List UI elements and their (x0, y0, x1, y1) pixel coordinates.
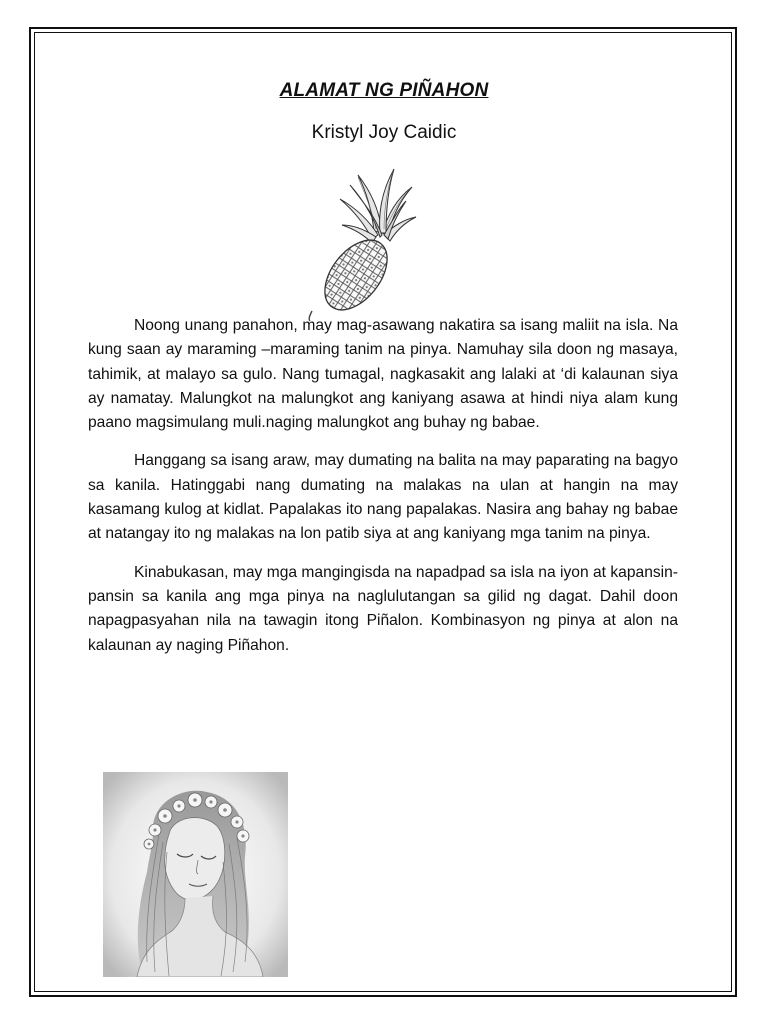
pineapple-illustration (298, 163, 418, 323)
portrait-sketch (103, 772, 288, 977)
story-body (88, 314, 678, 672)
story-paragraph: Hanggang sa isang araw, may dumating na balita na may paparating na bagyo sa kanila. Hatinggabi nang dumating na malakas na ulan at hangin na may kasamang kulog at kidlat. Papalakas ito nang papalakas. Nasira ang bahay ng babae at natangay ito ng malakas na lon patib siya at ang kaniyang mga tanim na pinya. (88, 452, 678, 543)
story-title: ALAMAT NG PIÑAHON (279, 80, 489, 101)
story-paragraph: Noong unang panahon, may mag-asawang nakatira sa isang maliit na isla. Na kung saan ay maraming –maraming tanim na pinya. Namuhay sila doon ng masaya, tahimik, at malayo sa gulo. Nang tumagal, nagkasakit ang lalaki at ‘di kalaunan siya ay namatay. Malungkot na malungkot ang kaniyang asawa at hindi niya alam kung paano magsimulang muli.naging malungkot ang buhay ng babae. (88, 317, 678, 432)
story-paragraph: Kinabukasan, may mga mangingisda na napadpad sa isla na iyon at kapansin-pansin sa kanila ang mga pinya na naglulutangan sa gilid ng dagat. Dahil doon napagpasyahan nila na tawagin itong Piñalon. Kombinasyon ng pinya at alon na kalaunan ay naging Piñahon. (88, 563, 678, 654)
story-author: Kristyl Joy Caidic (311, 122, 457, 143)
